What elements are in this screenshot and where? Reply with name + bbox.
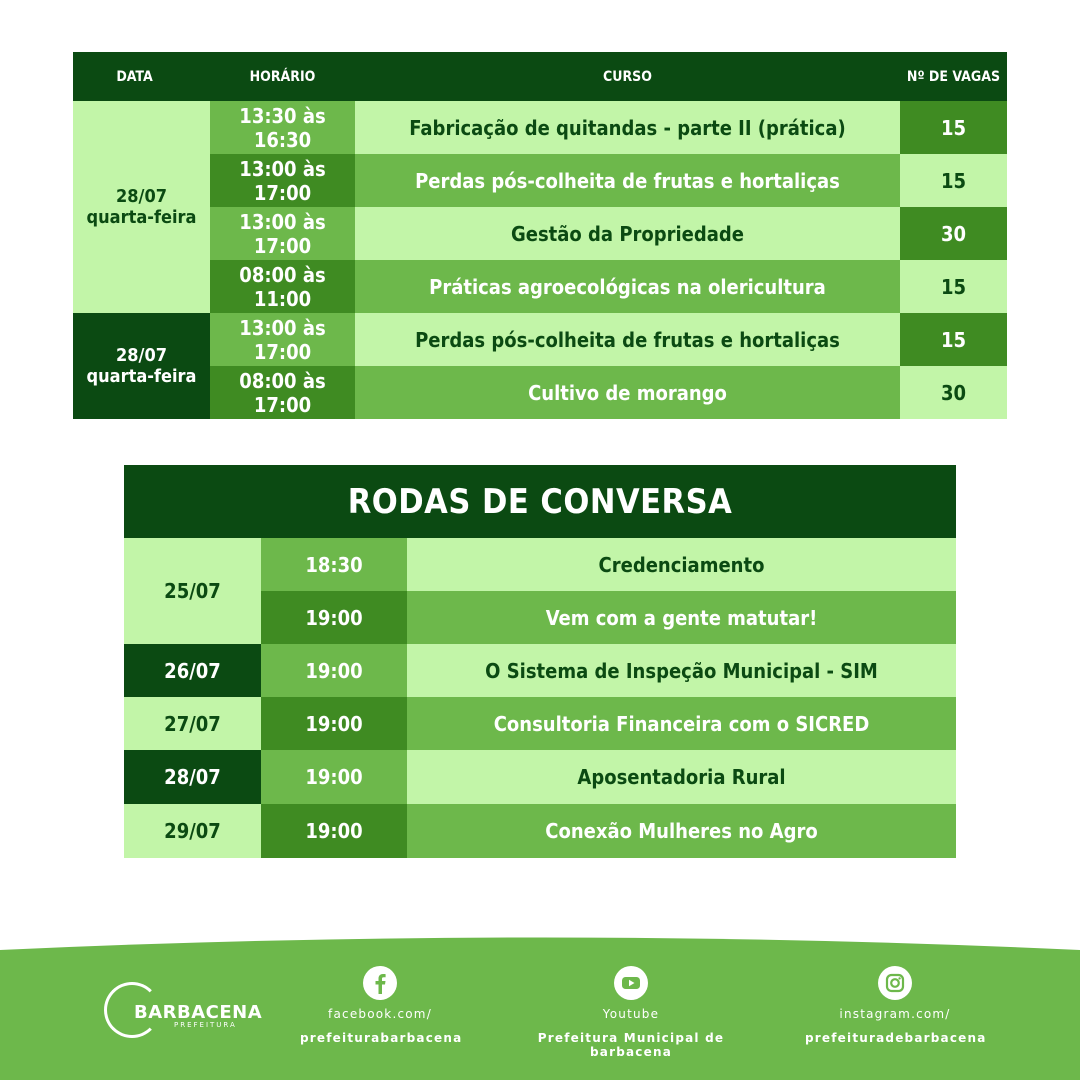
roda-topic: Conexão Mulheres no Agro xyxy=(407,804,956,858)
youtube-line1: Youtube xyxy=(602,1007,660,1021)
social-facebook[interactable] xyxy=(300,966,463,1045)
roda-topic: O Sistema de Inspeção Municipal - SIM xyxy=(407,644,956,697)
course-time: 13:00 às 17:00 xyxy=(210,313,355,366)
course-time: 08:00 às 11:00 xyxy=(210,260,355,313)
roda-topic: Aposentadoria Rural xyxy=(407,750,956,804)
courses-table xyxy=(73,52,1007,419)
date-value: 28/07 xyxy=(116,186,167,207)
header-course: CURSO xyxy=(603,68,652,85)
facebook-line1: facebook.com/ xyxy=(328,1007,432,1021)
roda-time: 19:00 xyxy=(261,750,407,804)
course-name: Cultivo de morango xyxy=(355,366,900,419)
roda-topic: Consultoria Financeira com o SICRED xyxy=(407,697,956,750)
roda-time: 19:00 xyxy=(261,804,407,858)
youtube-icon xyxy=(614,966,648,1000)
course-spots: 30 xyxy=(900,366,1007,419)
roda-time: 18:30 xyxy=(261,538,407,591)
roda-time: 19:00 xyxy=(261,644,407,697)
date-group xyxy=(73,313,210,419)
date-weekday: quarta-feira xyxy=(86,207,197,228)
social-instagram[interactable] xyxy=(805,966,985,1045)
course-name: Perdas pós-colheita de frutas e hortaliças xyxy=(355,313,900,366)
course-time: 13:00 às 17:00 xyxy=(210,154,355,207)
header-time: HORÁRIO xyxy=(249,68,316,85)
roda-date: 25/07 xyxy=(124,538,261,644)
facebook-icon xyxy=(363,966,397,1000)
course-name: Fabricação de quitandas - parte II (prática) xyxy=(355,101,900,154)
header-spots: Nº DE VAGAS xyxy=(906,68,1001,85)
date-group xyxy=(73,101,210,313)
course-time: 08:00 às 17:00 xyxy=(210,366,355,419)
rodas-table xyxy=(124,465,956,858)
facebook-line2: prefeiturabarbacena xyxy=(300,1031,463,1045)
rodas-title: RODAS DE CONVERSA xyxy=(124,465,956,538)
roda-date: 26/07 xyxy=(124,644,261,697)
date-value: 28/07 xyxy=(116,345,167,366)
instagram-line2: prefeituradebarbacena xyxy=(805,1031,987,1045)
course-name: Perdas pós-colheita de frutas e hortaliças xyxy=(355,154,900,207)
course-time: 13:30 às 16:30 xyxy=(210,101,355,154)
roda-time: 19:00 xyxy=(261,697,407,750)
course-spots: 15 xyxy=(900,313,1007,366)
course-spots: 15 xyxy=(900,101,1007,154)
roda-topic: Credenciamento xyxy=(407,538,956,591)
course-spots: 15 xyxy=(900,260,1007,313)
roda-topic: Vem com a gente matutar! xyxy=(407,591,956,644)
roda-time: 19:00 xyxy=(261,591,407,644)
course-name: Práticas agroecológicas na olericultura xyxy=(355,260,900,313)
social-youtube[interactable] xyxy=(500,966,762,1059)
roda-date: 28/07 xyxy=(124,750,261,804)
course-name: Gestão da Propriedade xyxy=(355,207,900,260)
course-time: 13:00 às 17:00 xyxy=(210,207,355,260)
roda-date: 29/07 xyxy=(124,804,261,858)
logo-subtitle: PREFEITURA xyxy=(174,1021,237,1029)
barbacena-logo xyxy=(104,978,263,1042)
logo-name: BARBACENA xyxy=(134,1002,263,1023)
youtube-line2: Prefeitura Municipal de barbacena xyxy=(537,1031,725,1059)
instagram-line1: instagram.com/ xyxy=(839,1007,951,1021)
course-spots: 30 xyxy=(900,207,1007,260)
date-weekday: quarta-feira xyxy=(86,366,197,387)
header-date: DATA xyxy=(116,68,153,85)
instagram-icon xyxy=(878,966,912,1000)
roda-date: 27/07 xyxy=(124,697,261,750)
course-spots: 15 xyxy=(900,154,1007,207)
